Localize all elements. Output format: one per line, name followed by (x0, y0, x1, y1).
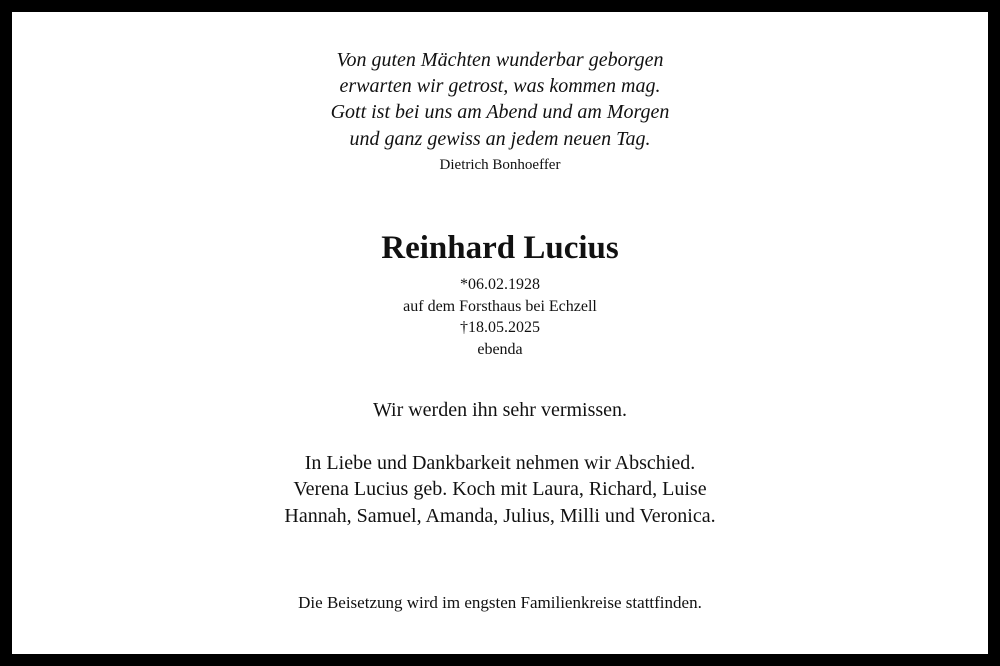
quote-line-1: Von guten Mächten wunderbar geborgen (336, 49, 664, 71)
death-place: ebenda (477, 341, 523, 358)
miss-message: Wir werden ihn sehr vermissen. (372, 399, 628, 421)
death-date: †18.05.2025 (460, 319, 540, 336)
farewell-line-3: Hannah, Samuel, Amanda, Julius, Milli und Veronica. (284, 505, 716, 527)
quote-line-3: Gott ist bei uns am Abend und am Morgen (330, 101, 670, 123)
birth-date: *06.02.1928 (460, 276, 540, 293)
quote-line-2: erwarten wir getrost, was kommen mag. (339, 75, 661, 97)
notice-card (12, 12, 988, 654)
birth-place: auf dem Forsthaus bei Echzell (403, 298, 597, 315)
farewell-line-1: In Liebe und Dankbarkeit nehmen wir Abschied. (304, 452, 696, 474)
farewell-line-2: Verena Lucius geb. Koch mit Laura, Richard, Luise (293, 478, 707, 500)
funeral-notice: Die Beisetzung wird im engsten Familienkreise stattfinden. (298, 593, 702, 612)
quote-author: Dietrich Bonhoeffer (439, 157, 561, 173)
quote-line-4: und ganz gewiss an jedem neuen Tag. (349, 128, 651, 150)
deceased-name: Reinhard Lucius (381, 230, 619, 266)
